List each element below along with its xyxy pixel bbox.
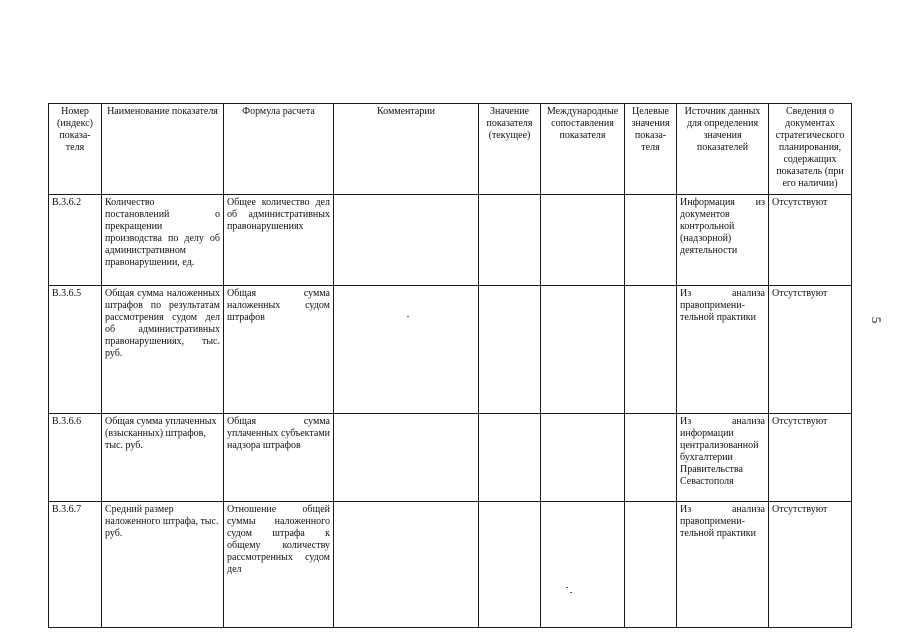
cell-source: Из анализа информации централизованной бухгалтерии Правительства Севастополя bbox=[677, 414, 769, 502]
table-row bbox=[49, 414, 852, 502]
cell-name: Количество постановлений о прекращении производства по делу об административном правонарушении, ед. bbox=[102, 195, 224, 286]
cell-international bbox=[541, 414, 625, 502]
cell-comment bbox=[334, 414, 479, 502]
header-documents: Сведения о документах стратегического планирования, содержащих показатель (при его наличии) bbox=[769, 104, 852, 195]
cell-name: Средний размер наложенного штрафа, тыс. руб. bbox=[102, 502, 224, 628]
cell-current-value bbox=[479, 414, 541, 502]
cell-current-value bbox=[479, 195, 541, 286]
cell-source: Информация из документов контрольной (надзорной) деятельности bbox=[677, 195, 769, 286]
cell-source: Из анализа правопримени-тельной практики bbox=[677, 502, 769, 628]
cell-documents: Отсутствуют bbox=[769, 195, 852, 286]
cell-number: В.3.6.6 bbox=[49, 414, 102, 502]
cell-documents: Отсутствуют bbox=[769, 502, 852, 628]
page-number: 5 bbox=[869, 316, 884, 324]
cell-formula: Общее количество дел об административных правонарушениях bbox=[224, 195, 334, 286]
cell-comment bbox=[334, 286, 479, 414]
cell-comment bbox=[334, 195, 479, 286]
cell-name: Общая сумма уплаченных (взысканных) штрафов, тыс. руб. bbox=[102, 414, 224, 502]
cell-international bbox=[541, 502, 625, 628]
cell-international bbox=[541, 195, 625, 286]
scan-speck bbox=[566, 587, 568, 588]
cell-number: В.3.6.7 bbox=[49, 502, 102, 628]
cell-formula: Общая сумма уплаченных субъектами надзора штрафов bbox=[224, 414, 334, 502]
cell-target bbox=[625, 414, 677, 502]
cell-formula: Общая сумма наложенных судом штрафов bbox=[224, 286, 334, 414]
cell-current-value bbox=[479, 286, 541, 414]
cell-formula: Отношение общей суммы наложенного судом штрафа к общему количеству рассмотренных судом дел bbox=[224, 502, 334, 628]
header-number: Номер (индекс) показа-теля bbox=[49, 104, 102, 195]
indicators-table bbox=[48, 103, 852, 628]
cell-target bbox=[625, 195, 677, 286]
table-header-row bbox=[49, 104, 852, 195]
scan-speck bbox=[407, 316, 409, 317]
header-international: Международные сопоставления показателя bbox=[541, 104, 625, 195]
table-row bbox=[49, 286, 852, 414]
header-target: Целевые значения показа-теля bbox=[625, 104, 677, 195]
header-name: Наименование показателя bbox=[102, 104, 224, 195]
cell-number: В.3.6.5 bbox=[49, 286, 102, 414]
cell-documents: Отсутствуют bbox=[769, 414, 852, 502]
table-row bbox=[49, 502, 852, 628]
header-comment: Комментарии bbox=[334, 104, 479, 195]
header-current-value: Значение показателя (текущее) bbox=[479, 104, 541, 195]
table-row bbox=[49, 195, 852, 286]
cell-international bbox=[541, 286, 625, 414]
cell-current-value bbox=[479, 502, 541, 628]
cell-target bbox=[625, 502, 677, 628]
cell-target bbox=[625, 286, 677, 414]
cell-source: Из анализа правопримени-тельной практики bbox=[677, 286, 769, 414]
header-source: Источник данных для определения значения показателей bbox=[677, 104, 769, 195]
cell-name: Общая сумма наложенных штрафов по результатам рассмотрения судом дел об административных правонарушениях, тыс. руб. bbox=[102, 286, 224, 414]
header-formula: Формула расчета bbox=[224, 104, 334, 195]
scan-speck bbox=[570, 592, 572, 593]
cell-comment bbox=[334, 502, 479, 628]
cell-number: В.3.6.2 bbox=[49, 195, 102, 286]
cell-documents: Отсутствуют bbox=[769, 286, 852, 414]
